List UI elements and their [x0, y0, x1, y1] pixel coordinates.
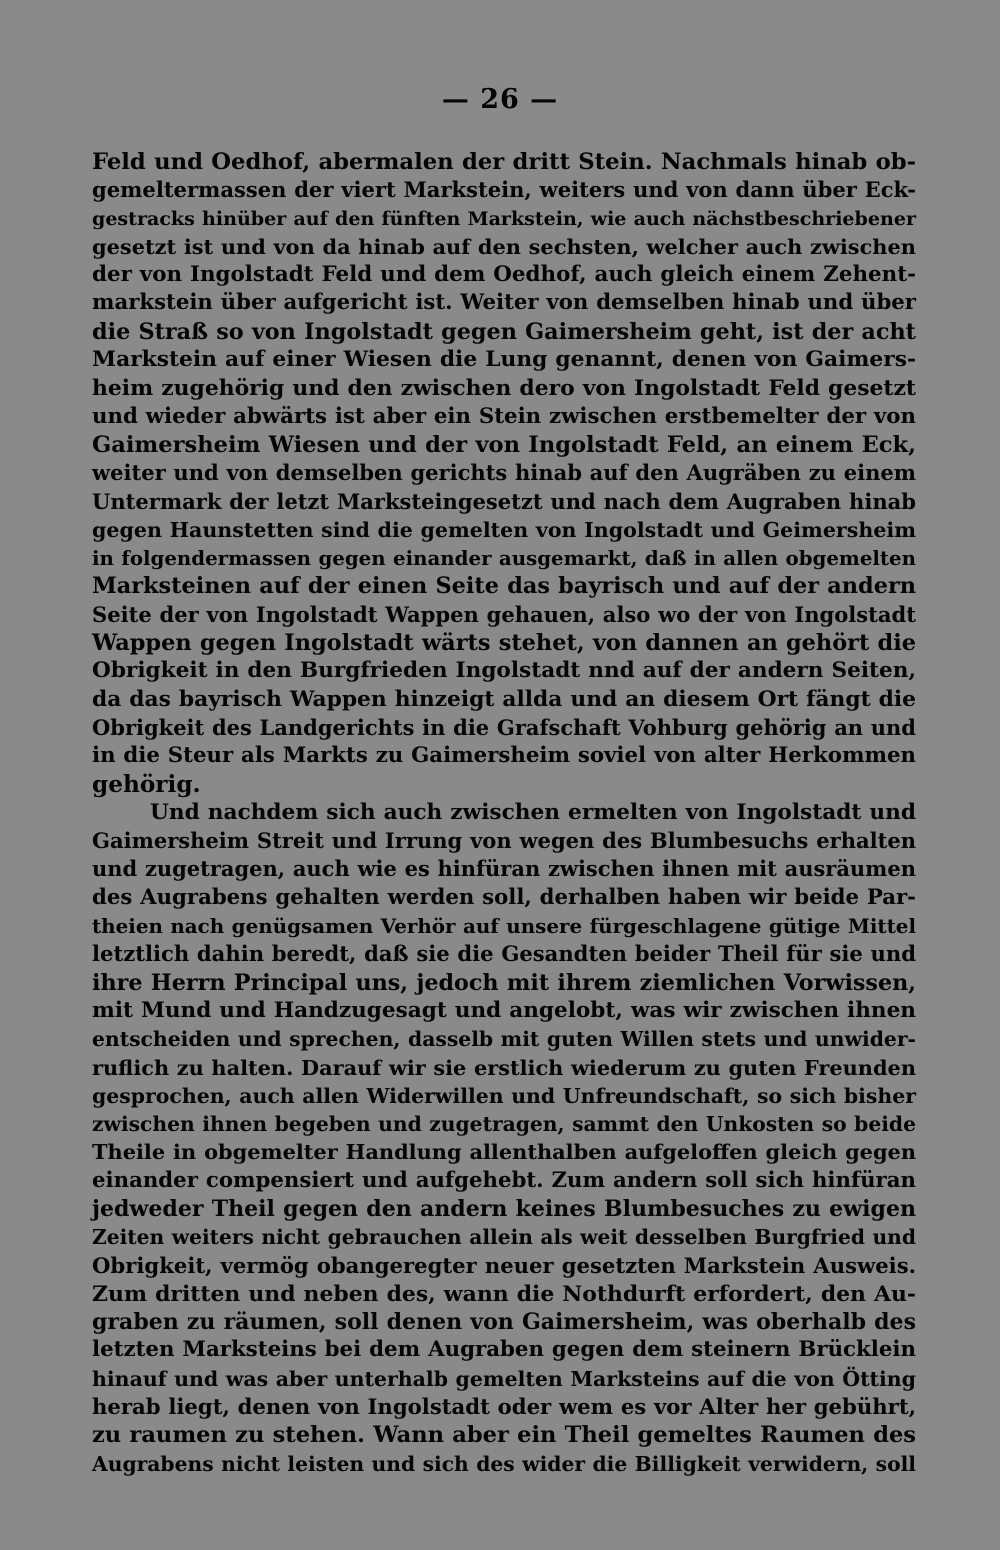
text-line: entscheiden und sprechen, dasselb mit guten Willen stets und unwider- — [92, 1027, 916, 1052]
text-line: die Straß so von Ingolstadt gegen Gaimersheim geht, ist der acht — [92, 318, 916, 345]
text-line: graben zu räumen, soll denen von Gaimersheim, was oberhalb des — [92, 1309, 916, 1336]
text-line: da das bayrisch Wappen hinzeigt allda und an diesem Ort fängt die — [92, 686, 916, 712]
text-line: ihre Herrn Principal uns, jedoch mit ihrem ziemlichen Vorwissen, — [92, 969, 916, 996]
text-line: heim zugehörig und den zwischen dero von Ingolstadt Feld gesetzt — [92, 375, 916, 402]
text-line: gestracks hinüber auf den fünften Markstein, wie auch nächstbeschriebener — [92, 207, 916, 230]
text-line: gesprochen, auch allen Widerwillen und Unfreundschaft, so sich bisher — [92, 1083, 916, 1108]
text-line: Seite der von Ingolstadt Wappen gehauen, also wo der von Ingolstadt — [92, 601, 916, 627]
text-line: herab liegt, denen von Ingolstadt oder wem es vor Alter her gebührt, — [92, 1394, 916, 1420]
text-line: und wieder abwärts ist aber ein Stein zwischen erstbemelter der von — [92, 403, 916, 429]
text-line: jedweder Theil gegen den andern keines Blumbesuches zu ewigen — [92, 1195, 916, 1222]
text-line: in folgendermassen gegen einander ausgemarkt, daß in allen obgemelten — [92, 546, 916, 571]
text-line: Und nachdem sich auch zwischen ermelten von Ingolstadt und — [150, 799, 916, 825]
text-line: markstein über aufgericht ist. Weiter von demselben hinab und über — [92, 290, 916, 316]
text-line: der von Ingolstadt Feld und dem Oedhof, auch gleich einem Zehent- — [92, 262, 916, 288]
text-line: Obrigkeit, vermög obangeregter neuer gesetzten Markstein Ausweis. — [92, 1252, 916, 1278]
text-line: Markstein auf einer Wiesen die Lung genannt, denen von Gaimers- — [92, 347, 916, 373]
text-line: Obrigkeit in den Burgfrieden Ingolstadt nnd auf der andern Seiten, — [92, 658, 916, 684]
text-line: Augrabens nicht leisten und sich des wider die Billigkeit verwidern, soll — [92, 1451, 916, 1476]
text-line: Wappen gegen Ingolstadt wärts stehet, von dannen an gehört die — [92, 630, 916, 657]
body-text — [92, 148, 916, 1478]
text-line: Feld und Oedhof, abermalen der dritt Stein. Nachmals hinab ob- — [92, 149, 916, 175]
text-line: letzten Marksteins bei dem Augraben gegen dem steinern Brücklein — [92, 1337, 916, 1363]
text-line: gegen Haunstetten sind die gemelten von Ingolstadt und Geimersheim — [92, 517, 916, 542]
text-line: gemeltermassen der viert Markstein, weiters und von dann über Eck- — [92, 177, 916, 203]
text-line: gesetzt ist und von da hinab auf den sechsten, welcher auch zwischen — [92, 233, 916, 259]
text-line: mit Mund und Handzugesagt und angelobt, was wir zwischen ihnen — [92, 997, 916, 1023]
text-line: und zugetragen, auch wie es hinfüran zwischen ihnen mit ausräumen — [92, 856, 916, 882]
page-number: — 26 — — [441, 84, 559, 115]
text-line: zwischen ihnen begeben und zugetragen, sammt den Unkosten so beide — [92, 1112, 916, 1137]
text-line: Zum dritten und neben des, wann die Nothdurft erfordert, den Au- — [92, 1280, 916, 1307]
text-line: Marksteinen auf der einen Seite das bayrisch und auf der andern — [92, 573, 916, 600]
text-line: in die Steur als Markts zu Gaimersheim soviel von alter Herkommen — [92, 743, 916, 769]
text-line: Obrigkeit des Landgerichts in die Grafschaft Vohburg gehörig an und — [92, 714, 916, 740]
text-line: zu raumen zu stehen. Wann aber ein Theil gemeltes Raumen des — [92, 1422, 916, 1449]
text-line: Gaimersheim Wiesen und der von Ingolstadt Feld, an einem Eck, — [92, 431, 916, 458]
text-line: Zeiten weiters nicht gebrauchen allein als weit desselben Burgfried und — [92, 1225, 916, 1250]
text-line: einander compensiert und aufgehebt. Zum andern soll sich hinfüran — [92, 1167, 916, 1193]
text-line: theien nach genügsamen Verhör auf unsere fürgeschlagene gütige Mittel — [92, 914, 916, 939]
text-line: gehörig. — [92, 770, 201, 798]
text-line: weiter und von demselben gerichts hinab auf den Augräben zu einem — [92, 460, 916, 486]
text-line: hinauf und was aber unterhalb gemelten Marksteins auf die von Ötting — [92, 1366, 916, 1391]
text-line: Gaimersheim Streit und Irrung von wegen des Blumbesuchs erhalten — [92, 828, 916, 854]
text-line: Untermark der letzt Marksteingesetzt und nach dem Augraben hinab — [92, 488, 916, 514]
text-line: Theile in obgemelter Handlung allenthalben aufgeloffen gleich gegen — [92, 1139, 916, 1165]
text-line: des Augrabens gehalten werden soll, derhalben haben wir beide Par- — [92, 884, 916, 910]
text-line: ruflich zu halten. Darauf wir sie erstlich wiederum zu guten Freunden — [92, 1054, 916, 1080]
text-line: letztlich dahin beredt, daß sie die Gesandten beider Theil für sie und — [92, 941, 916, 967]
